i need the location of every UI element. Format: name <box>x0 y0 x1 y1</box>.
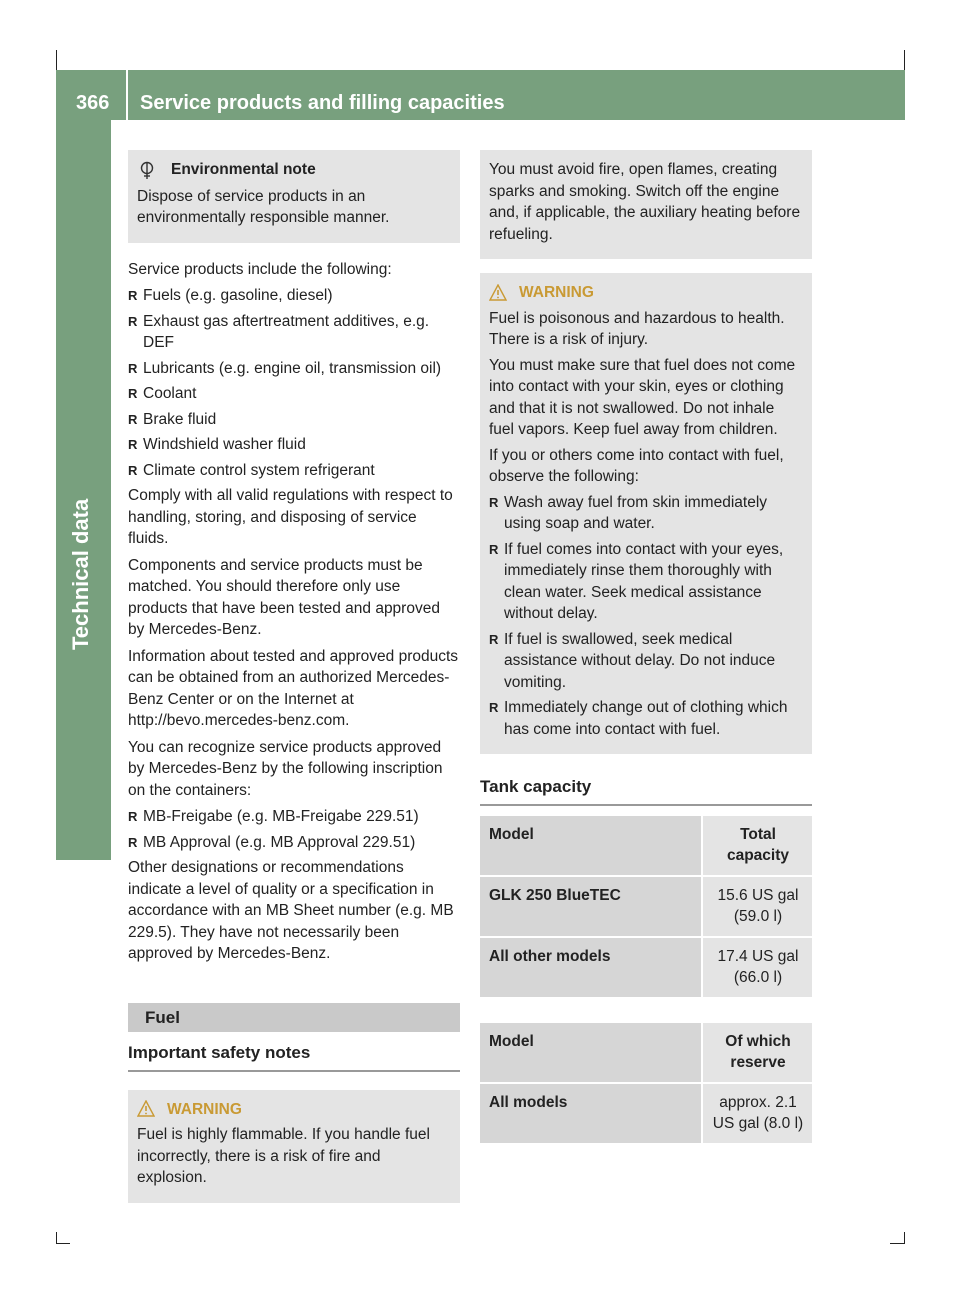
side-tab-label: Technical data <box>68 498 93 650</box>
list-item: R MB-Freigabe (e.g. MB-Freigabe 229.51) <box>128 806 460 828</box>
list-item: R Lubricants (e.g. engine oil, transmission oil) <box>128 358 460 380</box>
column-header: Model <box>480 1023 702 1083</box>
list-item: R Wash away fuel from skin immediately using soap and water. <box>489 492 803 535</box>
section-heading-fuel: Fuel <box>128 1003 460 1033</box>
warning-list <box>489 492 803 741</box>
page-header <box>56 70 905 120</box>
warning-title: WARNING <box>519 284 594 301</box>
list-item: R If fuel is swallowed, seek medical assistance without delay. Do not induce vomiting. <box>489 629 803 694</box>
table-row <box>480 937 812 998</box>
column-header: Total capacity <box>702 816 812 876</box>
continued-note-box <box>480 150 812 259</box>
warning-text: Fuel is highly flammable. If you handle fuel incorrectly, there is a risk of fire and explosion. <box>137 1126 430 1186</box>
left-column <box>128 150 460 1203</box>
warning-box <box>128 1090 460 1203</box>
table-cell: 15.6 US gal (59.0 l) <box>702 876 812 937</box>
list-item: R MB Approval (e.g. MB Approval 229.51) <box>128 832 460 854</box>
list-item: R Windshield washer fluid <box>128 434 460 456</box>
header-divider <box>126 70 128 120</box>
list-item: R Coolant <box>128 383 460 405</box>
paragraph: Comply with all valid regulations with respect to handling, storing, and disposing of service fluids. <box>128 487 453 547</box>
intro-text: Service products include the following: <box>128 260 392 278</box>
table-cell: All models <box>480 1083 702 1144</box>
list-item: R If fuel comes into contact with your eyes, immediately rinse them thoroughly with clean water. Seek medical assistance without delay. <box>489 539 803 625</box>
environmental-note-title: Environmental note <box>171 161 316 178</box>
list-item: R Brake fluid <box>128 409 460 431</box>
crop-mark <box>904 1232 905 1244</box>
warning-icon <box>137 1100 155 1118</box>
warning-text: Fuel is poisonous and hazardous to health. There is a risk of injury. <box>489 309 785 348</box>
list-item: R Climate control system refrigerant <box>128 460 460 482</box>
page-title: Service products and filling capacities <box>140 92 505 114</box>
tank-capacity-heading: Tank capacity <box>480 776 812 806</box>
table-cell: All other models <box>480 937 702 998</box>
table-cell: 17.4 US gal (66.0 l) <box>702 937 812 998</box>
side-tab <box>56 120 111 860</box>
list-item: R Immediately change out of clothing which has come into contact with fuel. <box>489 697 803 740</box>
right-column <box>480 150 812 1145</box>
paragraph: Other designations or recommendations indicate a level of quality or a specification in accordance with an MB Sheet number (e.g. MB 229.5). They have not necessarily been approved by Mercedes-Benz. <box>128 859 454 962</box>
crop-mark <box>56 1243 70 1244</box>
table-header-row <box>480 1023 812 1083</box>
reserve-table <box>480 1023 812 1145</box>
column-header: Of which reserve <box>702 1023 812 1083</box>
continued-note-text: You must avoid fire, open flames, creating sparks and smoking. Switch off the engine and, if applicable, the auxiliary heating before refueling. <box>489 161 801 243</box>
crop-mark <box>890 1243 904 1244</box>
column-header: Model <box>480 816 702 876</box>
table-header-row <box>480 816 812 876</box>
table-cell: GLK 250 BlueTEC <box>480 876 702 937</box>
warning-title: WARNING <box>167 1100 242 1118</box>
page-number: 366 <box>76 92 110 114</box>
products-list <box>128 285 460 481</box>
paragraph: Information about tested and approved products can be obtained from an authorized Mercedes-Benz Center or on the Internet at http://bevo.mercedes-benz.com. <box>128 647 459 729</box>
crop-mark <box>904 50 905 70</box>
lightbulb-icon <box>137 160 157 180</box>
warning-icon <box>489 284 507 302</box>
table-row <box>480 1083 812 1144</box>
environmental-note-text: Dispose of service products in an environmentally responsible manner. <box>137 187 390 226</box>
warning-text: You must make sure that fuel does not come into contact with your skin, eyes or clothing and that it is not swallowed. Do not inhale fuel vapors. Keep fuel away from children. <box>489 356 796 438</box>
tank-capacity-table <box>480 816 812 999</box>
warning-text: If you or others come into contact with fuel, observe the following: <box>489 446 784 485</box>
table-row <box>480 876 812 937</box>
crop-mark <box>56 50 57 70</box>
list-item: R Fuels (e.g. gasoline, diesel) <box>128 285 460 307</box>
subsection-heading: Important safety notes <box>128 1042 460 1072</box>
warning-box <box>480 273 812 754</box>
list-item: R Exhaust gas aftertreatment additives, e.g. DEF <box>128 311 460 354</box>
paragraph: You can recognize service products approved by Mercedes-Benz by the following inscription on the containers: <box>128 738 443 799</box>
inscriptions-list <box>128 806 460 853</box>
paragraph: Components and service products must be matched. You should therefore only use products that have been tested and approved by Mercedes-Benz. <box>128 556 440 638</box>
environmental-note <box>128 150 460 243</box>
table-cell: approx. 2.1 US gal (8.0 l) <box>702 1083 812 1144</box>
